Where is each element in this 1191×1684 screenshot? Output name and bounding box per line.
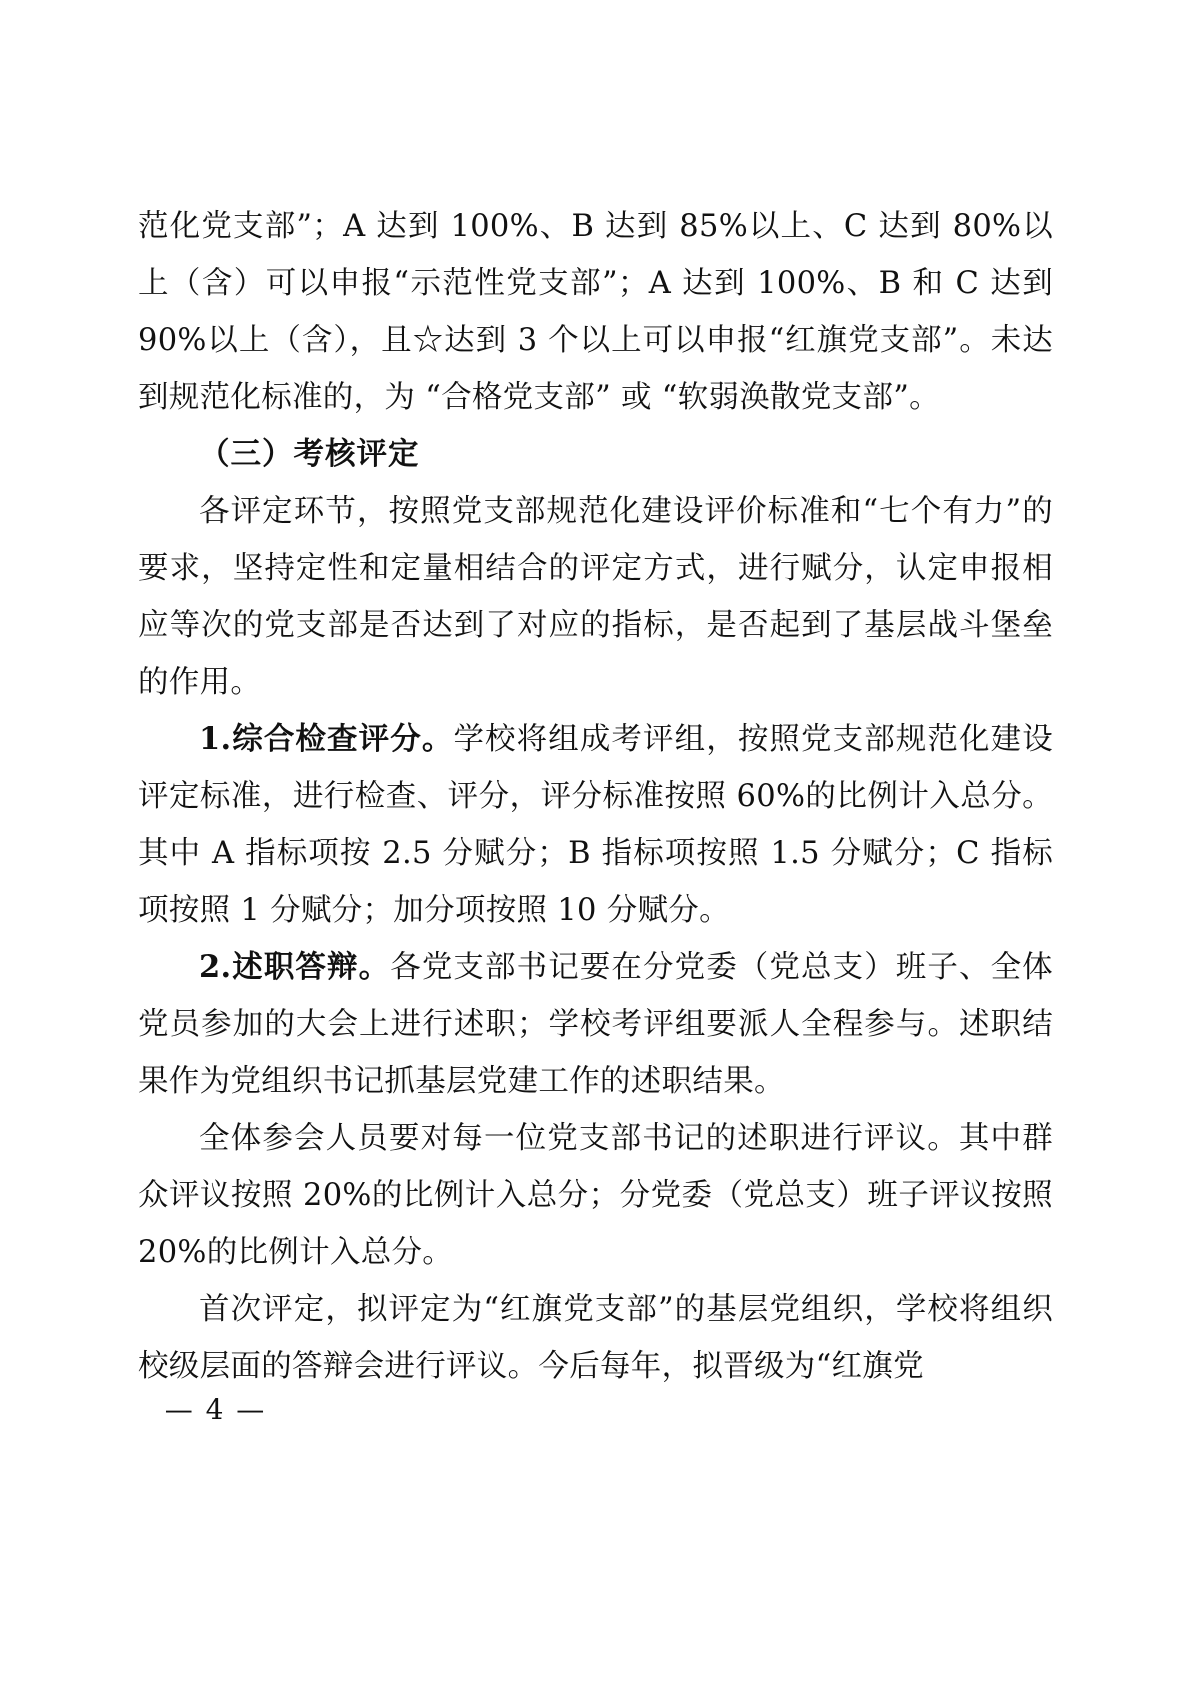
page-body <box>138 198 1053 1395</box>
list-item-2-text: 各党支部书记要在分党委（党总支）班子、全体党员参加的大会上进行述职；学校考评组要派人全程参与。述职结果作为党组织书记抓基层党建工作的述职结果。 <box>138 950 1053 1099</box>
list-item-2-label: 2.述职答辩。 <box>199 949 391 985</box>
page-number <box>0 1393 1191 1426</box>
paragraph-review-scoring: 全体参会人员要对每一位党支部书记的述职进行评议。其中群众评议按照 20%的比例计入总分；分党委（党总支）班子评议按照 20%的比例计入总分。 <box>138 1121 1053 1270</box>
section-heading: （三）考核评定 <box>199 436 420 472</box>
list-item-2 <box>138 939 1053 1110</box>
paragraph-continuation: 范化党支部”；A 达到 100%、B 达到 85%以上、C 达到 80%以上（含）可以申报“示范性党支部”；A 达到 100%、B 和 C 达到 90%以上（含），且☆达到 3 个以上可以申报“红旗党支部”。未达到规范化标准的，为 “合格党支部” 或 “软弱涣散党支部”。 <box>138 209 1053 415</box>
paragraph-first-evaluation: 首次评定，拟评定为“红旗党支部”的基层党组织，学校将组织校级层面的答辩会进行评议。今后每年，拟晋级为“红旗党 <box>138 1292 1053 1384</box>
list-item-1-text: 学校将组成考评组，按照党支部规范化建设评定标准，进行检查、评分，评分标准按照 60%的比例计入总分。其中 A 指标项按 2.5 分赋分；B 指标项按照 1.5 分赋分；C 指标项按照 1 分赋分；加分项按照 10 分赋分。 <box>138 722 1054 928</box>
page-number-text: — 4 — <box>164 1393 267 1426</box>
list-item-1 <box>138 711 1053 939</box>
list-item-1-label: 1.综合检查评分。 <box>199 721 454 757</box>
paragraph-assessment-intro: 各评定环节，按照党支部规范化建设评价标准和“七个有力”的要求，坚持定性和定量相结合的评定方式，进行赋分，认定申报相应等次的党支部是否达到了对应的指标，是否起到了基层战斗堡垒的作用。 <box>138 494 1053 700</box>
